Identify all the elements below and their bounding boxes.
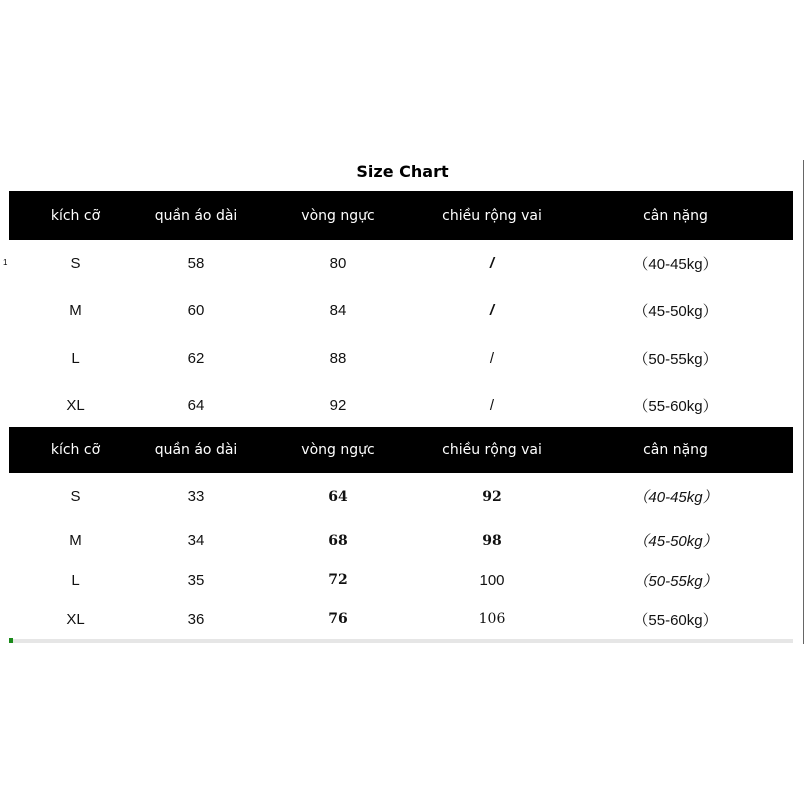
bottom-rule	[9, 639, 793, 643]
header-size: kích cỡ	[50, 442, 101, 458]
cell-chest: 76	[328, 611, 348, 627]
table-header	[9, 191, 793, 240]
table-row	[9, 561, 793, 599]
cell-length: 35	[187, 571, 205, 589]
table-row	[9, 382, 793, 428]
cell-size: L	[71, 571, 80, 589]
cell-shoulder: 106	[478, 611, 506, 627]
cell-size: XL	[66, 610, 85, 628]
size-table-2	[9, 427, 793, 639]
cell-length: 58	[187, 255, 205, 272]
header-length: quần áo dài	[154, 207, 238, 224]
size-table-1	[9, 191, 793, 428]
row-marker: 1	[3, 258, 8, 267]
cell-shoulder: 98	[482, 532, 502, 549]
table-header	[9, 427, 793, 473]
cell-chest: 80	[329, 255, 347, 272]
cell-weight: （40-45kg）	[633, 256, 718, 273]
cell-shoulder: /	[489, 349, 495, 367]
table-row	[9, 520, 793, 561]
table-row	[9, 599, 793, 639]
cell-length: 36	[187, 610, 205, 628]
cell-weight: （40-45kg）	[633, 489, 718, 506]
header-length: quần áo dài	[154, 442, 238, 458]
cell-shoulder: 100	[479, 571, 505, 589]
header-chest: vòng ngực	[301, 207, 375, 224]
cell-size: L	[71, 349, 80, 367]
cell-weight: （45-50kg）	[633, 303, 718, 320]
table-row	[9, 287, 793, 334]
cell-shoulder: 92	[482, 488, 502, 505]
cell-length: 62	[187, 349, 205, 367]
table-row	[9, 334, 793, 382]
cell-length: 34	[187, 532, 205, 549]
cell-shoulder: /	[489, 302, 495, 319]
table-row	[9, 240, 793, 287]
header-shoulder: chiều rộng vai	[442, 442, 542, 458]
cell-shoulder: /	[489, 396, 495, 414]
cell-chest: 68	[328, 532, 348, 549]
header-weight: cân nặng	[643, 207, 708, 224]
cell-chest: 92	[329, 396, 347, 414]
cell-weight: （55-60kg）	[633, 397, 718, 415]
cell-size: XL	[66, 396, 85, 414]
cell-size: S	[70, 488, 81, 505]
cell-length: 60	[187, 302, 205, 319]
cell-weight: （55-60kg）	[633, 611, 718, 629]
cell-chest: 64	[328, 488, 348, 505]
cell-weight: （50-55kg）	[633, 572, 718, 590]
cell-weight: （45-50kg）	[633, 533, 718, 550]
cell-chest: 88	[329, 349, 347, 367]
chart-title: Size Chart	[356, 162, 449, 181]
header-shoulder: chiều rộng vai	[442, 207, 542, 224]
header-chest: vòng ngực	[301, 442, 375, 458]
cell-chest: 72	[328, 572, 348, 588]
cell-size: M	[69, 302, 82, 319]
vertical-divider	[803, 160, 804, 644]
table-row	[9, 473, 793, 520]
header-size: kích cỡ	[50, 207, 101, 224]
cell-length: 33	[187, 488, 205, 505]
cell-length: 64	[187, 396, 205, 414]
header-weight: cân nặng	[643, 442, 708, 458]
cell-shoulder: /	[489, 255, 495, 272]
cell-size: M	[69, 532, 82, 549]
cell-chest: 84	[329, 302, 347, 319]
corner-mark	[9, 638, 13, 643]
cell-size: S	[70, 255, 81, 272]
cell-weight: （50-55kg）	[633, 350, 718, 368]
